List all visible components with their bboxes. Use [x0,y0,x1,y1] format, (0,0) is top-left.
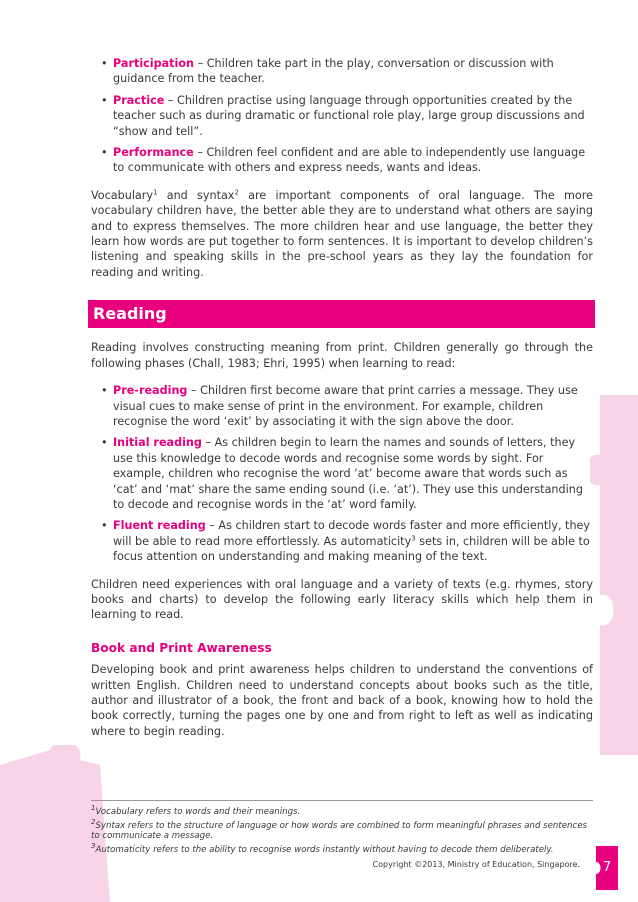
initial-reading-text: – As children begin to learn the names and sounds of letters, they use this knowledge to decode words and recognise some words by sight. For example, children who recognise the word ‘at’ become aware that words such as ‘cat’ and ‘mat’ share the same ending sound (i.e. ‘at’). They use this understanding to decode and recognise words in the ‘at’ word family. [113,436,583,511]
term-initial-reading: Initial reading [113,436,202,450]
footnote-text: Automaticity refers to the ability to recognise words instantly without having to decode them deliberately. [95,844,554,855]
performance-text: – Children feel confident and are able to independently use language to communicate with others and express needs, wants and ideas. [113,146,586,175]
bullet-icon: • [101,146,108,160]
practice-text: – Children practise using language through opportunities created by the teacher such as during dramatic or functional role play, large group discussions and “show and tell”. [113,93,585,138]
bullet-icon: • [101,93,108,107]
list-item-practice [101,93,593,139]
copyright-notice: Copyright ©2013, Ministry of Education, Singapore. [372,860,580,869]
reading-intro-paragraph: Reading involves constructing meaning from print. Children generally go through the following phases (Chall, 1983; Ehri, 1995) when learning to read: [91,341,593,370]
footnote-2 [91,817,593,842]
list-item-initial-reading [101,435,593,512]
footnote-ref-3: 3 [411,534,416,543]
list-item-fluent-reading [101,518,593,564]
footnote-3 [91,841,593,856]
term-participation: Participation [113,57,195,70]
book-print-heading: Book and Print Awareness [91,640,272,655]
vocabulary-paragraph [91,188,593,280]
list-item-pre-reading [101,383,593,429]
footnote-ref-2: 2 [234,188,239,197]
bullet-icon: • [101,519,108,533]
bullet-icon: • [101,436,108,450]
term-practice: Practice [113,93,165,107]
oral-language-list [91,56,593,176]
term-performance: Performance [113,146,194,160]
reading-phases-list [91,383,593,564]
fluent-reading-text-b: sets in, children will be able to focus attention on understanding and making meaning of the text. [113,534,590,564]
page-number-badge [596,846,618,890]
vocabulary-paragraph-rest: are important components of oral language. The more vocabulary children have, the better able they are to understand what others are saying and to express themselves. The more children hear and use language, the better they learn how words are put together to form sentences. It is important to develop children’s listening and speaking skills in the pre-school years as they lay the foundation for reading and writing. [91,188,593,279]
footnote-1 [91,804,593,818]
bullet-icon: • [101,57,108,70]
bullet-icon: • [101,384,108,398]
footnote-text: Vocabulary refers to words and their meanings. [95,807,301,817]
footnotes [91,800,593,858]
pre-reading-text: – Children first become aware that print carries a message. They use visual cues to make sense of print in the environment. For example, children recognise the word ‘exit’ by associating it with the sign above the door. [113,384,578,428]
page-number: 7 [602,860,612,875]
fluent-reading-text-a: – As children start to decode words faster and more efficiently, they will be able to read more effortlessly. As automaticity [113,519,591,548]
footnote-text: Syntax refers to the structure of language or how words are combined to form meaningful phrases and sentences to communicate a message. [91,820,587,842]
vocabulary-word: Vocabulary [91,188,154,202]
term-fluent-reading: Fluent reading [113,519,206,533]
footnote-ref-1: 1 [153,188,158,197]
reading-section-heading: Reading [88,300,595,328]
literacy-paragraph: Children need experiences with oral language and a variety of texts (e.g. rhymes, story books and charts) to develop the following early literacy skills which help them in learning to read. [91,577,593,622]
footnote-number: 3 [91,841,96,850]
puzzle-piece-decoration-right [590,395,638,755]
footnote-number: 2 [91,817,96,826]
footnote-number: 1 [91,804,96,813]
term-pre-reading: Pre-reading [113,384,188,398]
participation-text: – Children take part in the play, conversation or discussion with guidance from the teacher. [113,57,554,86]
book-print-paragraph: Developing book and print awareness helps children to understand the conventions of written English. Children need to understand concepts about books such as the title, author and illustrator of a book, the front and back of a book, knowing how to hold the book correctly, turning the pages one by one and from right to left as well as indicating where to begin reading. [91,663,593,738]
syntax-word: and syntax [157,188,235,202]
list-item-performance [101,145,593,176]
page-content [91,56,593,751]
list-item-participation [101,56,593,87]
